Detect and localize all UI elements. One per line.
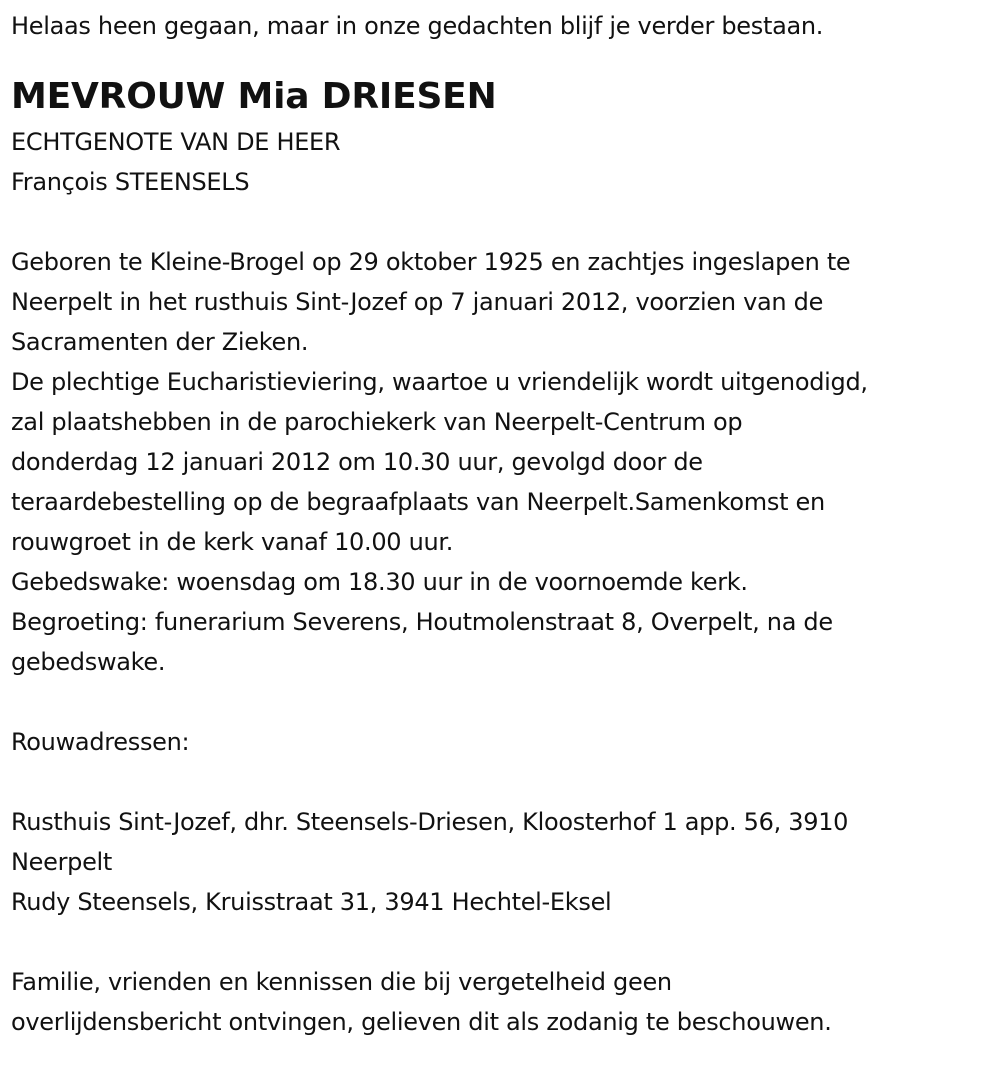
address-line: Rusthuis Sint-Jozef, dhr. Steensels-Driesen, Kloosterhof 1 app. 56, 3910 [11,808,849,836]
announcement-line: Geboren te Kleine-Brogel op 29 oktober 1925 en zachtjes ingeslapen te [11,248,851,276]
obituary-notice [11,6,996,1042]
spacer [11,46,996,72]
announcement-line: Neerpelt in het rusthuis Sint-Jozef op 7 januari 2012, voorzien van de [11,288,824,316]
announcement-line: De plechtige Eucharistieviering, waartoe u vriendelijk wordt uitgenodigd, [11,368,868,396]
addresses-heading: Rouwadressen: [11,728,190,756]
motto-text: Helaas heen gegaan, maar in onze gedachten blijf je verder bestaan. [11,12,824,40]
deceased-name: MEVROUW Mia DRIESEN [11,76,497,117]
address-line: Neerpelt [11,848,113,876]
announcement-line: Gebedswake: woensdag om 18.30 uur in de voornoemde kerk. [11,568,748,596]
announcement-line: rouwgroet in de kerk vanaf 10.00 uur. [11,528,454,556]
closing-line: overlijdensbericht ontvingen, gelieven dit als zodanig te beschouwen. [11,1008,832,1036]
closing-paragraph [11,962,996,1042]
announcement-line: Sacramenten der Zieken. [11,328,309,356]
announcement-line: donderdag 12 januari 2012 om 10.30 uur, gevolgd door de [11,448,703,476]
announcement-line: teraardebestelling op de begraafplaats van Neerpelt.Samenkomst en [11,488,825,516]
announcement-line: gebedswake. [11,648,166,676]
closing-line: Familie, vrienden en kennissen die bij vergetelheid geen [11,968,672,996]
spacer [11,202,996,242]
spouse-name: François STEENSELS [11,168,250,196]
announcement-paragraph [11,242,996,682]
announcement-line: zal plaatshebben in de parochiekerk van Neerpelt-Centrum op [11,408,743,436]
spacer [11,762,996,802]
addresses-list [11,802,996,922]
relation-text: ECHTGENOTE VAN DE HEER [11,128,341,156]
spacer [11,682,996,722]
announcement-line: Begroeting: funerarium Severens, Houtmolenstraat 8, Overpelt, na de [11,608,833,636]
spacer [11,922,996,962]
address-line: Rudy Steensels, Kruisstraat 31, 3941 Hechtel-Eksel [11,888,612,916]
